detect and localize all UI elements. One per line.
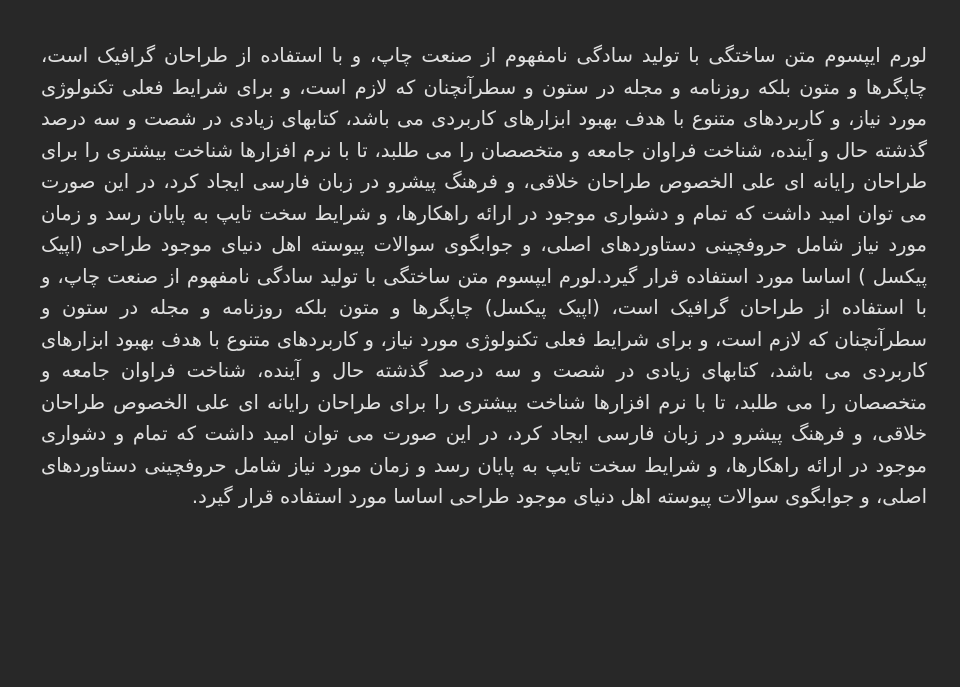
body-paragraph: لورم ایپسوم متن ساختگی با تولید سادگی نامفهوم از صنعت چاپ، و با استفاده از طراحان گرافیک است، چاپگرها و متون بلکه روزنامه و مجله در ستون و سطرآنچنان که لازم است، و برای شرایط فعلی تکنولوژی مورد نیاز، و کاربردهای متنوع با هدف بهبود ابزارهای کاربردی می باشد، کتابهای زیادی در شصت و سه درصد گذشته حال و آینده، شناخت فراوان جامعه و متخصصان را می طلبد، تا با نرم افزارها شناخت بیشتری را برای طراحان رایانه ای علی الخصوص طراحان خلاقی، و فرهنگ پیشرو در زبان فارسی ایجاد کرد، در این صورت می توان امید داشت که تمام و دشواری موجود در ارائه راهکارها، و شرایط سخت تایپ به پایان رسد و زمان مورد نیاز شامل حروفچینی دستاوردهای اصلی، و جوابگوی سوالات پیوسته اهل دنیای موجود طراحی (اپیک پیکسل ) اساسا مورد استفاده قرار گیرد.لورم ایپسوم متن ساختگی با تولید سادگی نامفهوم از صنعت چاپ، و با استفاده از طراحان گرافیک است، (اپیک پیکسل) چاپگرها و متون بلکه روزنامه و مجله در ستون و سطرآنچنان که لازم است، و برای شرایط فعلی تکنولوژی مورد نیاز، و کاربردهای متنوع با هدف بهبود ابزارهای کاربردی می باشد، کتابهای زیادی در شصت و سه درصد گذشته حال و آینده، شناخت فراوان جامعه و متخصصان را می طلبد، تا با نرم افزارها شناخت بیشتری را برای طراحان رایانه ای علی الخصوص طراحان خلاقی، و فرهنگ پیشرو در زبان فارسی ایجاد کرد، در این صورت می توان امید داشت که تمام و دشواری موجود در ارائه راهکارها، و شرایط سخت تایپ به پایان رسد و زمان مورد نیاز شامل حروفچینی دستاوردهای اصلی، و جوابگوی سوالات پیوسته اهل دنیای موجود طراحی اساسا مورد استفاده قرار گیرد. [41,44,927,508]
